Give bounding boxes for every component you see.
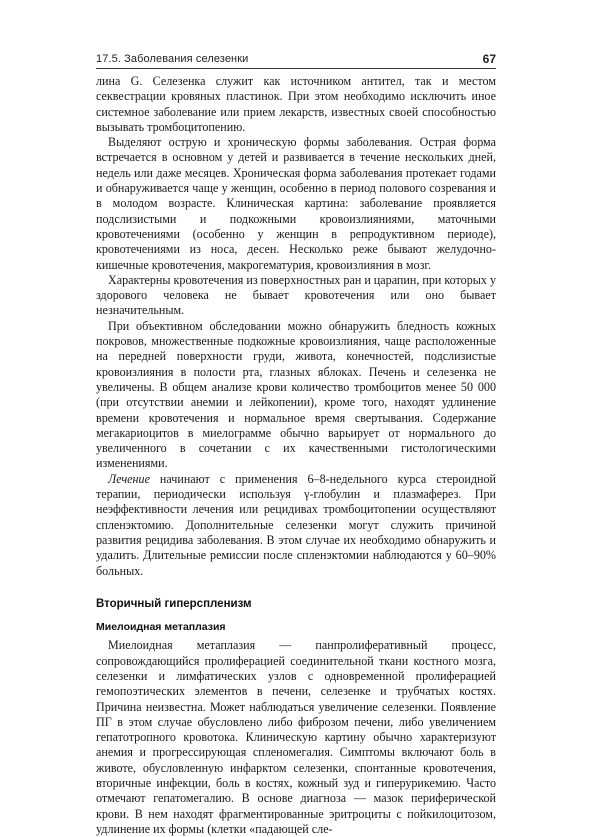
section-title: 17.5. Заболевания селезенки bbox=[96, 53, 249, 65]
body-text bbox=[96, 74, 496, 837]
running-header bbox=[96, 52, 496, 68]
header-rule bbox=[96, 68, 496, 69]
paragraph-6: Миелоидная метаплазия — панпролиферативный процесс, сопровождающийся пролиферацией соединительной ткани костного мозга, селезенки и лимфатических узлов с одновременной пролиферацией гемопоэтических элементов в печени, селезенке и трубчатых костях. Причина неизвестна. Может наблюдаться увеличение селезенки. Появление ПГ в этом случае обусловлено либо фиброзом печени, либо увеличением гепатотропного кровотока. Клиническую картину обычно характеризуют анемия и прогрессирующая спленомегалия. Симптомы включают боль в животе, обусловленную инфарктом селезенки, спонтанные кровотечения, вторичные инфекции, боль в костях, кожный зуд и гиперурикемию. Часто отмечают гепатомегалию. В основе диагноза — мазок периферической крови. В нем находят фрагментированные эритроциты с пойкилоцитозом, удлинение их формы (клетки «падающей сле- bbox=[96, 638, 496, 836]
treatment-term: Лечение bbox=[108, 471, 150, 486]
heading-secondary-hypersplenism: Вторичный гиперспленизм bbox=[96, 597, 252, 610]
paragraph-5-text: начинают с применения 6–8-недельного курса стероидной терапии, периодически используя γ-глобулин и плазмаферез. При неэффективности лечения или рецидивах тромбоцитопении осуществляют спленэктомию. Дополнительные селезенки могут служить причиной развития рецидива заболевания. В этом случае их необходимо обнаружить и удалить. Длительные ремиссии после спленэктомии наблюдаются у 60–90% больных. bbox=[96, 471, 496, 578]
paragraph-3: Характерны кровотечения из поверхностных ран и царапин, при которых у здорового человека не бывает кровотечения или оно бывает незначительным. bbox=[96, 272, 496, 318]
page-number: 67 bbox=[482, 52, 496, 66]
paragraph-5 bbox=[96, 472, 496, 579]
paragraph-1: лина G. Селезенка служит как источником антител, так и местом секвестрации кровяных пластинок. При этом необходимо исключить иное системное заболевание или прием лекарств, известных своей способностью вызывать тромбоцитопению. bbox=[96, 74, 496, 134]
paragraph-2: Выделяют острую и хроническую формы заболевания. Острая форма встречается в основном у детей и развивается в течение нескольких дней, недель или даже месяцев. Хроническая форма заболевания протекает годами и обнаруживается чаще у женщин, особенно в период полового созревания и в молодом возрасте. Клиническая картина: заболевание проявляется подслизистыми и подкожными кровоизлияниями, маточными кровотечениями (особенно у женщин в репродуктивном периоде), кровотечениями из носа, десен. Несколько реже бывают желудочно-кишечные кровотечения, макрогематурия, кровоизлияния в мозг. bbox=[96, 135, 496, 272]
heading-myeloid-metaplasia: Миелоидная метаплазия bbox=[96, 621, 226, 634]
paragraph-4: При объективном обследовании можно обнаружить бледность кожных покровов, множественные подкожные кровоизлияния, чаще расположенные на передней поверхности груди, живота, конечностей, подслизистые кровоизлияния в полости рта, глазных яблоках. Печень и селезенка не увеличены. В общем анализе крови количество тромбоцитов менее 50 000 (при отсутствии анемии и лейкопении), кроме того, находят удлинение времени кровотечения и нормальное время свертывания. Содержание мегакариоцитов в миелограмме обычно варьирует от нормального до увеличенного в сочетании с их качественными гистологическими изменениями. bbox=[96, 318, 496, 471]
